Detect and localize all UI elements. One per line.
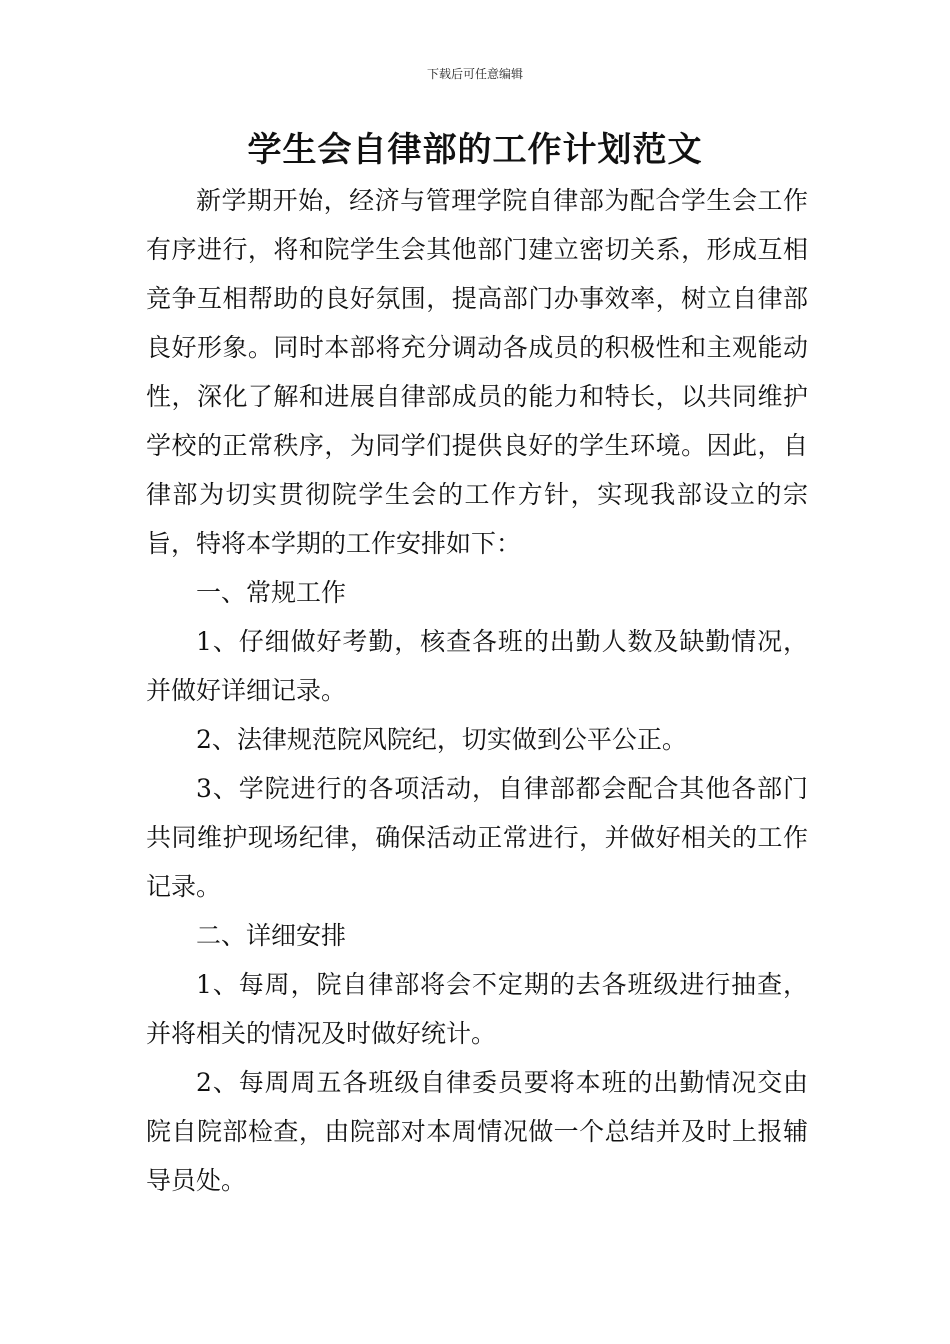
routine-item-3: 3、学院进行的各项活动，自律部都会配合其他各部门共同维护现场纪律，确保活动正常进行，并做好相关的工作记录。 (146, 774, 808, 901)
document-body (146, 176, 808, 1205)
arrangement-item-2: 2、每周周五各班级自律委员要将本班的出勤情况交由院自院部检查，由院部对本周情况做一个总结并及时上报辅导员处。 (146, 1068, 808, 1195)
section-heading-routine-work: 一、常规工作 (196, 578, 347, 607)
document-title: 学生会自律部的工作计划范文 (247, 130, 703, 170)
routine-item-2: 2、法律规范院风院纪，切实做到公平公正。 (196, 725, 687, 754)
routine-item-1: 1、仔细做好考勤，核查各班的出勤人数及缺勤情况，并做好详细记录。 (146, 627, 808, 705)
section-heading-detailed-arrangement: 二、详细安排 (196, 921, 347, 950)
header-note: 下载后可任意编辑 (426, 67, 523, 81)
intro-paragraph: 新学期开始，经济与管理学院自律部为配合学生会工作有序进行，将和院学生会其他部门建立密切关系，形成互相竞争互相帮助的良好氛围，提高部门办事效率，树立自律部良好形象。同时本部将充分调动各成员的积极性和主观能动性，深化了解和进展自律部成员的能力和特长，以共同维护学校的正常秩序，为同学们提供良好的学生环境。因此，自律部为切实贯彻院学生会的工作方针，实现我部设立的宗旨，特将本学期的工作安排如下： (146, 186, 808, 558)
arrangement-item-1: 1、每周，院自律部将会不定期的去各班级进行抽查，并将相关的情况及时做好统计。 (146, 970, 808, 1048)
